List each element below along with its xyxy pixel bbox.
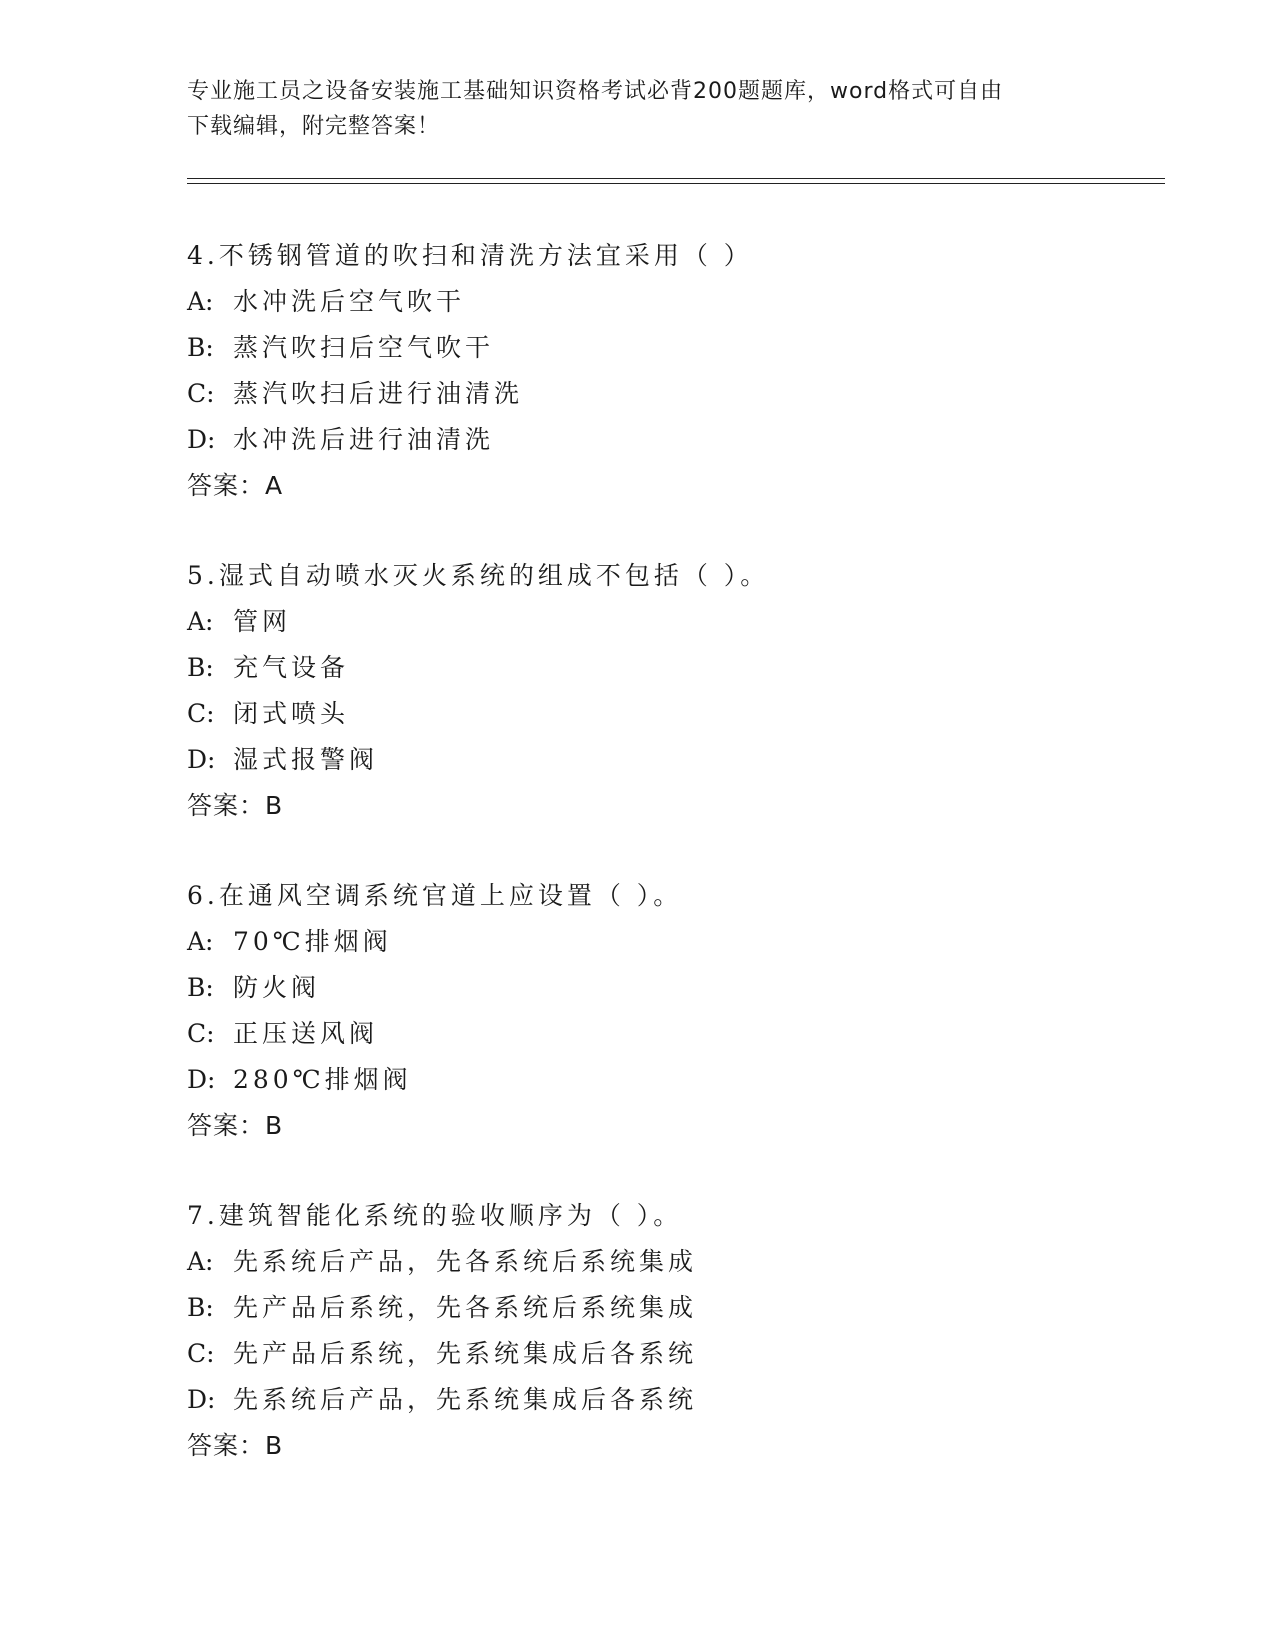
option-text: 防火阀 — [233, 973, 321, 1002]
option-key: D: — [187, 745, 216, 774]
option-c — [187, 1011, 1087, 1057]
option-key: D: — [187, 1385, 216, 1414]
option-text: 先产品后系统，先系统集成后各系统 — [233, 1339, 698, 1368]
question-block — [187, 233, 1087, 509]
answer-line: 答案：A — [187, 471, 284, 500]
option-text: 280℃排烟阀 — [233, 1065, 412, 1094]
option-d — [187, 1377, 1087, 1423]
option-c — [187, 371, 1087, 417]
option-key: D: — [187, 1065, 216, 1094]
option-key: B: — [187, 333, 214, 362]
option-text: 闭式喷头 — [233, 699, 350, 728]
option-text: 先产品后系统，先各系统后系统集成 — [233, 1293, 698, 1322]
option-key: B: — [187, 973, 214, 1002]
header-line-1: 专业施工员之设备安装施工基础知识资格考试必背200题题库，word格式可自由 — [187, 79, 1004, 104]
option-b — [187, 1285, 1087, 1331]
question-block — [187, 873, 1087, 1149]
option-key: A: — [187, 927, 214, 956]
option-key: C: — [187, 1019, 215, 1048]
header-divider-top — [187, 178, 1165, 179]
question-stem: 7.建筑智能化系统的验收顺序为（ ）。 — [187, 1201, 683, 1230]
question-stem: 4.不锈钢管道的吹扫和清洗方法宜采用（ ） — [187, 241, 753, 270]
option-text: 先系统后产品，先各系统后系统集成 — [233, 1247, 698, 1276]
option-key: C: — [187, 699, 215, 728]
option-key: A: — [187, 1247, 214, 1276]
document-header — [187, 74, 1087, 144]
option-d — [187, 737, 1087, 783]
option-text: 先系统后产品，先系统集成后各系统 — [233, 1385, 698, 1414]
header-line-2: 下载编辑，附完整答案！ — [187, 114, 441, 139]
option-d — [187, 1057, 1087, 1103]
question-block — [187, 1193, 1087, 1469]
option-text: 湿式报警阀 — [233, 745, 379, 774]
option-a — [187, 599, 1087, 645]
option-text: 蒸汽吹扫后空气吹干 — [233, 333, 495, 362]
option-b — [187, 325, 1087, 371]
header-divider-bottom — [187, 183, 1165, 184]
option-b — [187, 645, 1087, 691]
option-key: A: — [187, 287, 214, 316]
option-text: 水冲洗后进行油清洗 — [233, 425, 495, 454]
option-a — [187, 919, 1087, 965]
option-key: B: — [187, 1293, 214, 1322]
option-c — [187, 691, 1087, 737]
question-stem: 5.湿式自动喷水灭火系统的组成不包括（ ）。 — [187, 561, 770, 590]
option-text: 管网 — [233, 607, 292, 636]
option-b — [187, 965, 1087, 1011]
answer-line: 答案：B — [187, 791, 284, 820]
option-a — [187, 279, 1087, 325]
option-d — [187, 417, 1087, 463]
option-key: B: — [187, 653, 214, 682]
option-text: 充气设备 — [233, 653, 350, 682]
option-text: 水冲洗后空气吹干 — [233, 287, 466, 316]
question-stem: 6.在通风空调系统官道上应设置（ ）。 — [187, 881, 683, 910]
option-key: C: — [187, 1339, 215, 1368]
answer-line: 答案：B — [187, 1431, 284, 1460]
answer-line: 答案：B — [187, 1111, 284, 1140]
question-block — [187, 553, 1087, 829]
option-text: 正压送风阀 — [233, 1019, 379, 1048]
option-c — [187, 1331, 1087, 1377]
option-key: A: — [187, 607, 214, 636]
option-key: C: — [187, 379, 215, 408]
option-a — [187, 1239, 1087, 1285]
option-text: 蒸汽吹扫后进行油清洗 — [233, 379, 524, 408]
option-key: D: — [187, 425, 216, 454]
option-text: 70℃排烟阀 — [233, 927, 392, 956]
